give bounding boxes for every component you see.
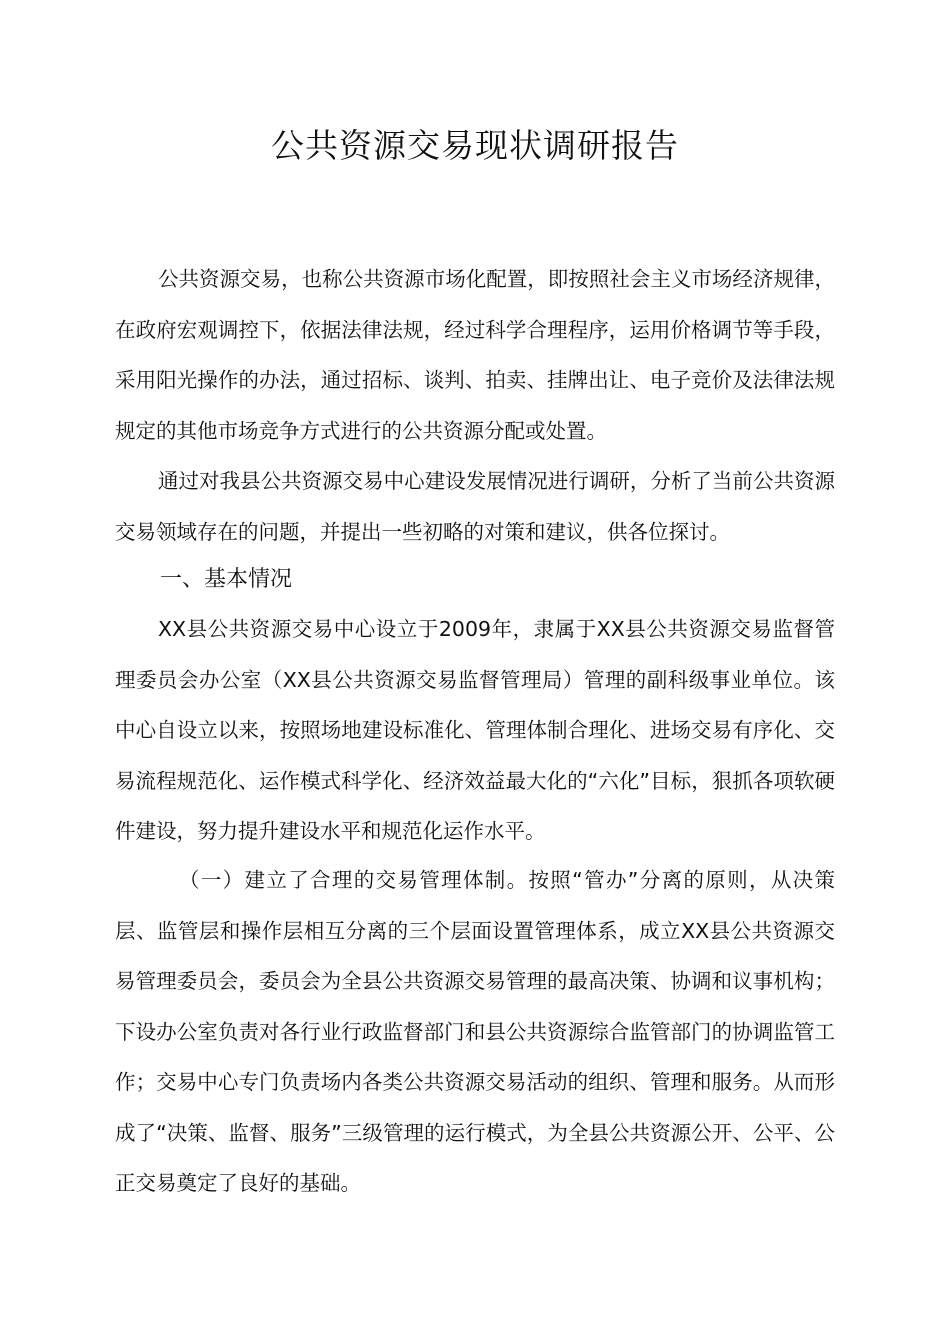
intro-paragraph-2: 通过对我县公共资源交易中心建设发展情况进行调研，分析了当前公共资源交易领域存在的问题，并提出一些初略的对策和建议，供各位探讨。 xyxy=(115,469,835,544)
section-paragraph-1: XX县公共资源交易中心设立于2009年，隶属于XX县公共资源交易监督管理委员会办公室（XX县公共资源交易监督管理局）管理的副科级事业单位。该中心自设立以来，按照场地建设标准化、管理体制合理化、进场交易有序化、交易流程规范化、运作模式科学化、经济效益最大化的“六化”目标，狠抓各项软硬件建设，努力提升建设水平和规范化运作水平。 xyxy=(115,617,835,843)
section-heading-basic-situation: 一、基本情况 xyxy=(160,567,293,592)
section-paragraph-2: （一）建立了合理的交易管理体制。按照“管办”分离的原则，从决策层、监管层和操作层相互分离的三个层面设置管理体系，成立XX县公共资源交易管理委员会，委员会为全县公共资源交易管理的最高决策、协调和议事机构；下设办公室负责对各行业行政监督部门和县公共资源综合监管部门的协调监管工作；交易中心专门负责场内各类公共资源交易活动的组织、管理和服务。从而形成了“决策、监督、服务”三级管理的运行模式，为全县公共资源公开、公平、公正交易奠定了良好的基础。 xyxy=(115,868,835,1195)
document-title: 公共资源交易现状调研报告 xyxy=(271,126,679,165)
intro-paragraph-1: 公共资源交易，也称公共资源市场化配置，即按照社会主义市场经济规律，在政府宏观调控下，依据法律法规，经过科学合理程序，运用价格调节等手段，采用阳光操作的办法，通过招标、谈判、拍卖、挂牌出让、电子竞价及法律法规规定的其他市场竞争方式进行的公共资源分配或处置。 xyxy=(115,267,835,443)
